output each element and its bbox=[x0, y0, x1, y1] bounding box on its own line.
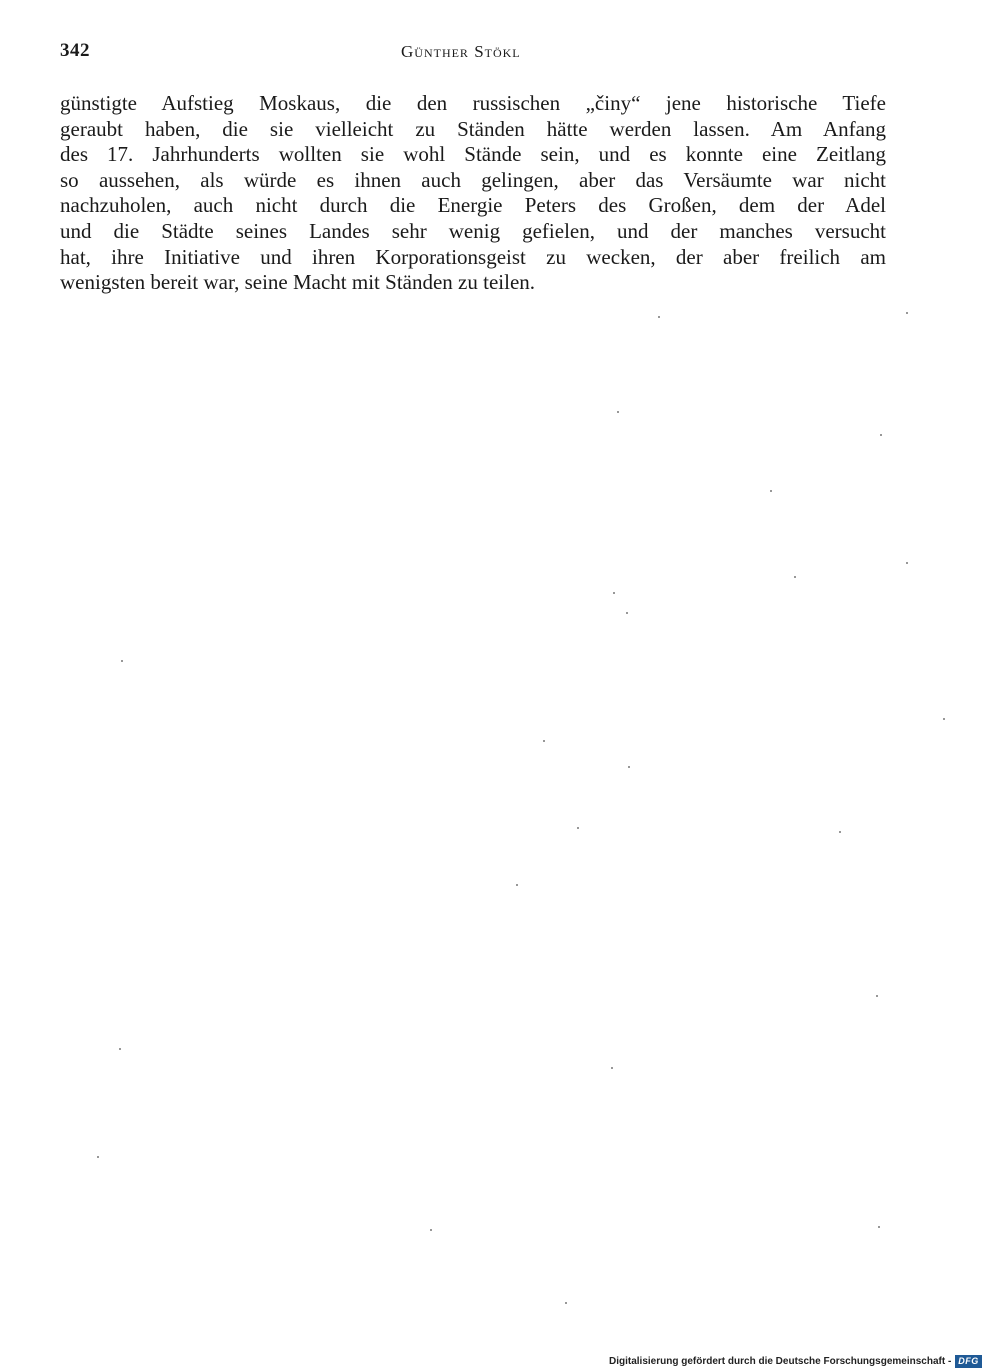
text-line: wenigsten bereit war, seine Macht mit Ständen zu teilen. bbox=[60, 270, 536, 295]
text-line: so aussehen, als würde es ihnen auch gelingen, aber das Versäumte war nicht bbox=[60, 167, 886, 192]
page-header bbox=[60, 38, 886, 66]
page-number: 342 bbox=[60, 40, 90, 61]
running-head: Günther Stökl bbox=[401, 42, 521, 61]
dfg-logo-icon: DFG bbox=[955, 1355, 982, 1368]
text-line: des 17. Jahrhunderts wollten sie wohl Stände sein, und es konnte eine Zeitlang bbox=[60, 142, 886, 167]
text-line: hat, ihre Initiative und ihren Korporationsgeist zu wecken, der aber freilich am bbox=[60, 244, 886, 269]
text-line: nachzuholen, auch nicht durch die Energie Peters des Großen, dem der Adel bbox=[60, 193, 886, 218]
digitization-footer bbox=[609, 1354, 982, 1368]
body-paragraph bbox=[60, 91, 886, 296]
text-line: geraubt haben, die sie vielleicht zu Ständen hätte werden lassen. Am Anfang bbox=[60, 116, 886, 141]
text-line: günstigte Aufstieg Moskaus, die den russischen „činy“ jene historische Tiefe bbox=[60, 91, 886, 115]
text-line: und die Städte seines Landes sehr wenig gefielen, und der manches versucht bbox=[60, 218, 886, 243]
footer-credit: Digitalisierung gefördert durch die Deutsche Forschungsgemeinschaft - bbox=[609, 1355, 952, 1367]
